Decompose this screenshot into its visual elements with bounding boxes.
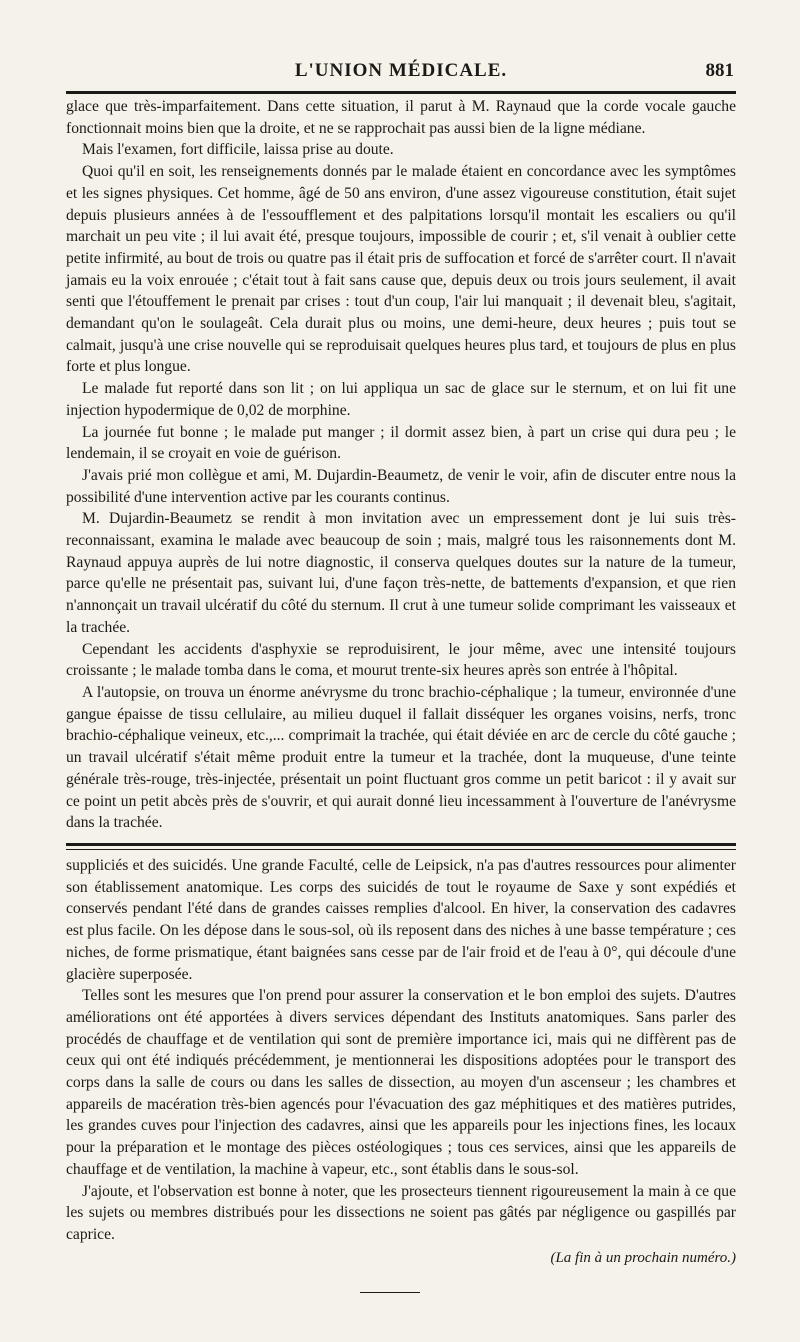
section-divider-thin <box>66 849 736 850</box>
page-header <box>66 56 736 90</box>
paragraph: J'ajoute, et l'observation est bonne à noter, que les prosecteurs tiennent rigoureusement la main à ce que les sujets ou membres distribués pour les dissections ne soient pas gâtés par négligence ou gaspillés par caprice. <box>66 1182 736 1243</box>
paragraph: Cependant les accidents d'asphyxie se reproduisirent, le jour même, avec une intensité toujours croissante ; le malade tomba dans le coma, et mourut trente-six heures après son entrée à l'hôpital. <box>66 640 736 680</box>
header-rule <box>66 91 736 94</box>
end-rule <box>360 1292 420 1293</box>
running-title: L'UNION MÉDICALE. <box>294 60 508 81</box>
page-number: 881 <box>705 60 734 81</box>
paragraph: J'avais prié mon collègue et ami, M. Dujardin-Beaumetz, de venir le voir, afin de discuter entre nous la possibilité d'une intervention active par les courants continus. <box>66 466 736 506</box>
paragraph: Quoi qu'il en soit, les renseignements donnés par le malade étaient en concordance avec les symptômes et les signes physiques. Cet homme, âgé de 50 ans environ, d'une assez vigoureuse constitution, était sujet depuis plusieurs années à de l'essoufflement et des palpitations lorsqu'il montait les escaliers ou qu'il marchait un peu vite ; il lui avait été, presque toujours, impossible de courir ; et, s'il venait à oublier cette petite infirmité, au bout de trois ou quatre pas il était pris de suffocation et forcé de s'arrêter court. Il n'avait jamais eu la voix enrouée ; c'était tout à fait sans cause que, depuis deux ou trois jours seulement, il avait senti que l'étouffement le prenait par crises : tout d'un coup, l'air lui manquait ; il devenait bleu, s'agitait, demandant qu'on le soulageât. Cela durait plus ou moins, une demi-heure, deux heures ; puis tout se calmait, jusqu'à une crise nouvelle qui se reproduisait quelques heures plus tard, et toujours de plus en plus forte et plus longue. <box>66 163 736 376</box>
section-divider <box>66 843 736 846</box>
paragraph: A l'autopsie, on trouva un énorme anévrysme du tronc brachio-céphalique ; la tumeur, environnée d'une gangue épaisse de tissu cellulaire, au milieu duquel il fallait disséquer les organes voisins, nerfs, tronc brachio-céphalique veineux, etc.,... comprimait la trachée, qui était déviée en arc de cercle du côté gauche ; un travail ulcératif s'était même produit entre la tumeur et la trachée, dont la muqueuse, d'une teinte générale très-rouge, très-injectée, présentait un point fluctuant gros comme un petit baricot : il y avait sur ce point un petit abcès près de s'ouvrir, et qui aurait donné lieu incessamment à l'ouverture de l'anévrysme dans la trachée. <box>66 683 736 832</box>
paragraph: suppliciés et des suicidés. Une grande Faculté, celle de Leipsick, n'a pas d'autres ressources pour alimenter son établissement anatomique. Les corps des suicidés de tout le royaume de Saxe y sont expédiés et conservés pendant l'été dans de grandes caisses remplies d'alcool. En hiver, la conservation des cadavres est plus facile. On les dépose dans le sous-sol, où ils reposent dans des niches à une basse température ; ces niches, de forme prismatique, étant baignées sans cesse par de l'air froid et de l'eau à 0°, qui découle d'une glacière superposée. <box>66 857 736 983</box>
article-clinical-observation <box>66 96 736 834</box>
paragraph: La journée fut bonne ; le malade put manger ; il dormit assez bien, à part un crise qui dura peu ; le lendemain, il se croyait en voie de guérison. <box>66 423 736 463</box>
continuation-note: (La fin à un prochain numéro.) <box>550 1250 736 1266</box>
paragraph: Telles sont les mesures que l'on prend pour assurer la conservation et le bon emploi des sujets. D'autres améliorations ont été apportées à divers services dépendant des Instituts anatomiques. Sans parler des procédés de chauffage et de ventilation qui sont de première importance ici, mais qui ne diffèrent pas de ceux qui ont été indiqués précédemment, je mentionnerai les dispositions adoptées pour le transport des corps dans la salle de cours ou dans les salles de dissection, au moyen d'un ascenseur ; les chambres et appareils de macération très-bien agencés pour l'évacuation des gaz méphitiques et des matières putrides, les grandes cuves pour l'injection des cadavres, ainsi que les appareils pour les injections fines, les locaux pour la préparation et le montage des pièces ostéologiques ; tous ces services, ainsi que les appareils de chauffage et de ventilation, la machine à vapeur, etc., sont établis dans le sous-sol. <box>66 987 736 1178</box>
paragraph: Le malade fut reporté dans son lit ; on lui appliqua un sac de glace sur le sternum, et on lui fit une injection hypodermique de 0,02 de morphine. <box>66 380 736 419</box>
paragraph: M. Dujardin-Beaumetz se rendit à mon invitation avec un empressement dont je lui suis très-reconnaissant, examina le malade avec beaucoup de soin ; mais, malgré tous les raisonnements dont M. Raynaud appuya auprès de lui notre diagnostic, il conserva quelques doutes sur la nature de la tumeur, parce qu'elle ne présentait pas, suivant lui, d'une façon très-nette, de battements d'expansion, et que rien n'annonçait un travail ulcératif du côté du sternum. Il crut à une tumeur solide comprimant les vaisseaux et la trachée. <box>66 510 736 636</box>
paragraph: glace que très-imparfaitement. Dans cette situation, il parut à M. Raynaud que la corde vocale gauche fonctionnait moins bien que la droite, et ne se rapprochait pas aussi bien de la ligne médiane. <box>66 98 736 137</box>
article-anatomical-institutes <box>66 855 736 1246</box>
paragraph: Mais l'examen, fort difficile, laissa prise au doute. <box>82 141 394 159</box>
